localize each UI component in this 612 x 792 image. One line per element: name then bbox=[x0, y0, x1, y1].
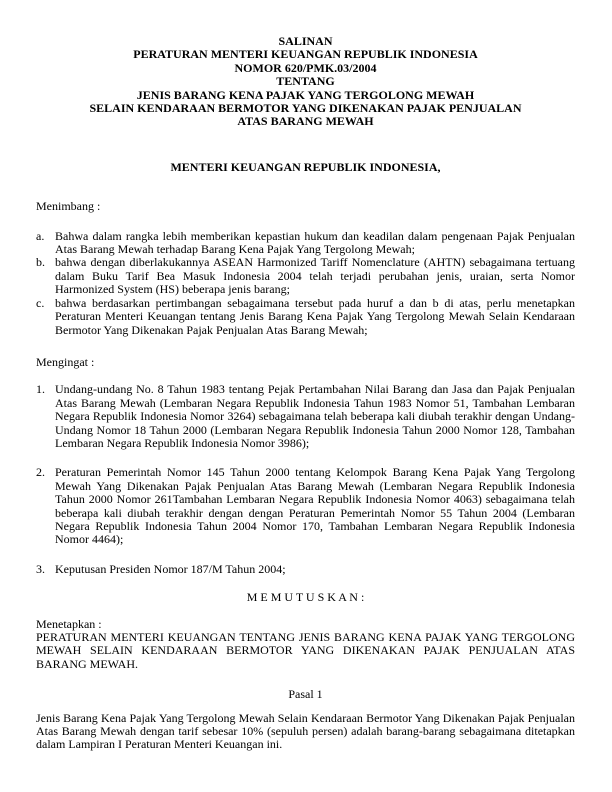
item-marker: 2. bbox=[36, 465, 45, 480]
item-marker: 3. bbox=[36, 561, 45, 576]
menetapkan-label: Menetapkan : bbox=[36, 616, 102, 631]
title-line: SELAIN KENDARAAN BERMOTOR YANG DIKENAKAN PAJAK PENJUALAN bbox=[89, 101, 522, 116]
item-text: bahwa berdasarkan pertimbangan sebagaimana tersebut pada huruf a dan b di atas, perlu menetapkan Peraturan Menteri Keuangan tentang Jenis Barang Kena Pajak Yang Tergolong Mewah Selain Kendaraan Bermotor Yang Dikenakan Pajak Penjualan Atas Barang Mewah; bbox=[55, 295, 575, 337]
mengingat-list bbox=[36, 383, 575, 576]
pasal-1-heading: Pasal 1 bbox=[288, 687, 323, 702]
item-marker: a. bbox=[36, 228, 45, 243]
title-line: JENIS BARANG KENA PAJAK YANG TERGOLONG MEWAH bbox=[136, 87, 475, 102]
document-header bbox=[36, 35, 575, 129]
item-text: Undang-undang No. 8 Tahun 1983 tentang Pejak Pertambahan Nilai Barang dan Jasa dan Pajak Penjualan Atas Barang Mewah (Lembaran Negara Republik Indonesia Tahun 1983 Nomor 51, Tambahan Lembaran Negara Republik Indonesia Nomor 3264) sebagaimana telah beberapa kali diubah terakhir dengan Undang-Undang Nomor 18 Tahun 2000 (Lembaran Negara Republik Indonesia Tahun 2000 Nomor 128, Tambahan Lembaran Negara Republik Indonesia Nomor 3986); bbox=[55, 382, 575, 450]
menimbang-list bbox=[36, 230, 575, 337]
menimbang-label: Menimbang : bbox=[36, 199, 101, 214]
item-text: bahwa dengan diberlakukannya ASEAN Harmonized Tariff Nomenclature (AHTN) sebagaimana tertuang dalam Buku Tarif Bea Masuk Indonesia 2004 telah terjadi perubahan jenis, uraian, serta Nomor Harmonized System (HS) beberapa jenis barang; bbox=[55, 255, 575, 297]
memutuskan-heading: M E M U T U S K A N : bbox=[246, 590, 365, 605]
title-number-line: NOMOR 620/PMK.03/2004 bbox=[234, 60, 377, 75]
pasal-1-body: Jenis Barang Kena Pajak Yang Tergolong Mewah Selain Kendaraan Bermotor Yang Dikenakan Pajak Penjualan Atas Barang Mewah dengan tarif sebesar 10% (sepuluh persen) adalah barang-barang sebagaimana ditetapkan dalam Lampiran I Peraturan Menteri Keuangan ini. bbox=[36, 710, 575, 752]
title-line: TENTANG bbox=[276, 74, 335, 89]
item-text: Keputusan Presiden Nomor 187/M Tahun 2004; bbox=[55, 561, 286, 576]
issuer-heading: MENTERI KEUANGAN REPUBLIK INDONESIA, bbox=[170, 159, 441, 174]
menetapkan-clause: PERATURAN MENTERI KEUANGAN TENTANG JENIS BARANG KENA PAJAK YANG TERGOLONG MEWAH SELAIN KENDARAAN BERMOTOR YANG DIKENAKAN PAJAK PENJUALAN ATAS BARANG MEWAH. bbox=[36, 630, 575, 671]
item-marker: 1. bbox=[36, 382, 45, 397]
item-text: Bahwa dalam rangka lebih memberikan kepastian hukum dan keadilan dalam pengenaan Pajak Penjualan Atas Barang Mewah terhadap Barang Kena Pajak Yang Tergolong Mewah; bbox=[55, 228, 575, 257]
copy-label: SALINAN bbox=[278, 34, 333, 48]
list-item bbox=[36, 256, 575, 296]
item-text: Peraturan Pemerintah Nomor 145 Tahun 2000 tentang Kelompok Barang Kena Pajak Yang Tergolong Mewah Yang Dikenakan Pajak Penjualan Atas Barang Mewah (Lembaran Negara Republik Indonesia Tahun 2000 Nomor 261Tambahan Lembaran Negara Republik Indonesia Nomor 4063) sebagaimana telah beberapa kali diubah terakhir dengan dengan Peraturan Pemerintah Nomor 55 Tahun 2004 (Lembaran Negara Republik Indonesia Tahun 2004 Nomor 170, Tambahan Lembaran Negara Republik Indonesia Nomor 4464); bbox=[55, 465, 575, 547]
list-item bbox=[36, 230, 575, 257]
title-line: PERATURAN MENTERI KEUANGAN REPUBLIK INDONESIA bbox=[133, 47, 478, 62]
item-marker: b. bbox=[36, 255, 45, 270]
item-marker: c. bbox=[36, 295, 45, 310]
list-item bbox=[36, 563, 575, 576]
title-line: ATAS BARANG MEWAH bbox=[237, 114, 374, 129]
list-item bbox=[36, 466, 575, 546]
mengingat-label: Mengingat : bbox=[36, 354, 95, 369]
list-item bbox=[36, 297, 575, 337]
list-item bbox=[36, 383, 575, 450]
